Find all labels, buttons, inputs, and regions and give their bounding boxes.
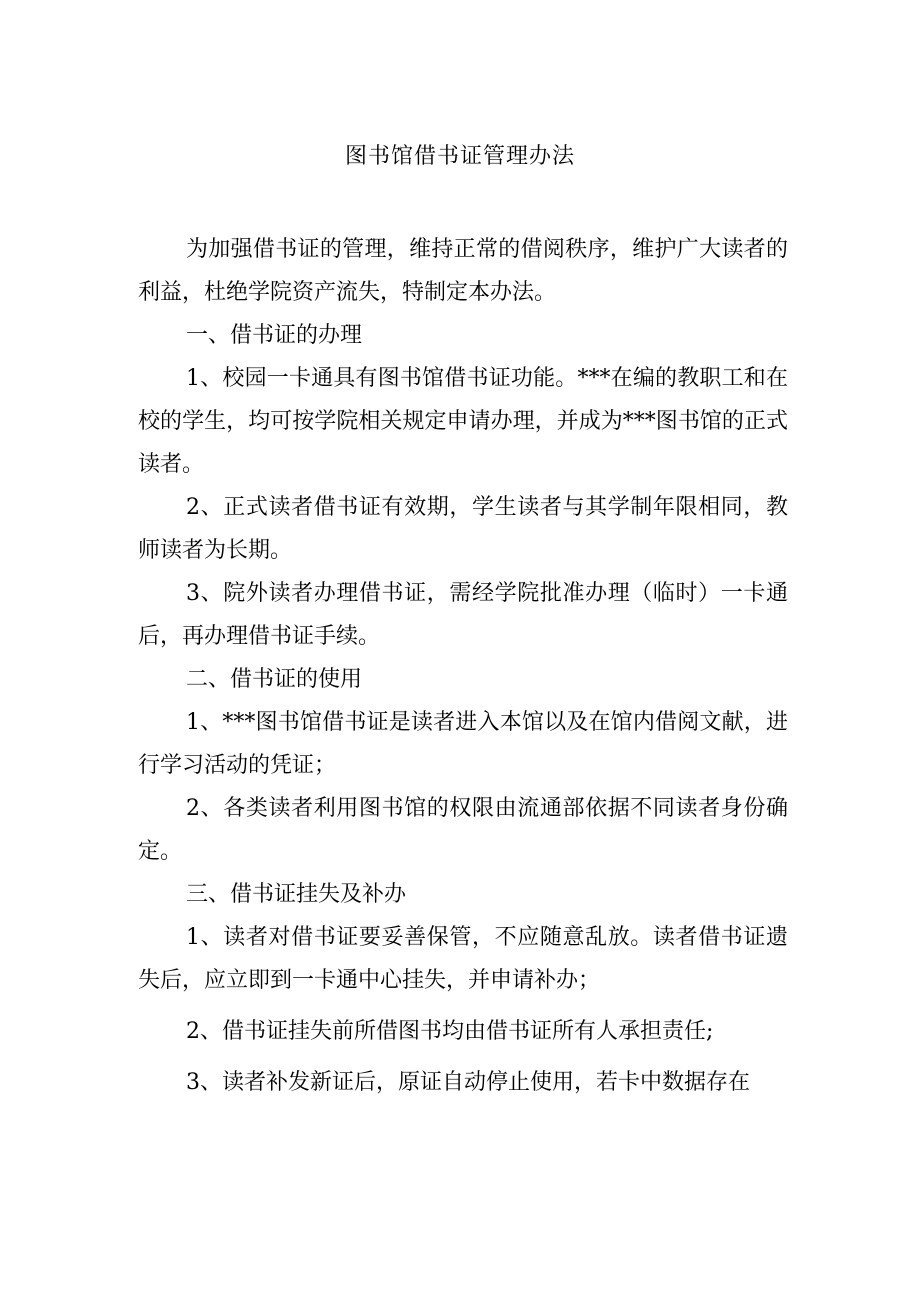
document-body <box>138 228 788 1104</box>
section-3-item-1: 1、读者对借书证要妥善保管，不应随意乱放。读者借书证遗失后，应立即到一卡通中心挂失，并申请补办； <box>138 925 788 993</box>
document-title: 图书馆借书证管理办法 <box>344 144 575 169</box>
section-3-item-3: 3、读者补发新证后，原证自动停止使用，若卡中数据存在 <box>186 1070 750 1095</box>
section-2-item-1: 1、***图书馆借书证是读者进入本馆以及在馆内借阅文献，进行学习活动的凭证； <box>138 710 788 778</box>
intro-paragraph: 为加强借书证的管理，维持正常的借阅秩序，维护广大读者的利益，杜绝学院资产流失，特制定本办法。 <box>138 237 788 305</box>
section-heading-3: 三、借书证挂失及补办 <box>186 882 407 907</box>
section-1-item-3: 3、院外读者办理借书证，需经学院批准办理（临时）一卡通后，再办理借书证手续。 <box>138 581 788 649</box>
section-2-item-2: 2、各类读者利用图书馆的权限由流通部依据不同读者身份确定。 <box>138 796 788 864</box>
section-heading-2: 二、借书证的使用 <box>186 667 363 692</box>
section-3-item-2: 2、借书证挂失前所借图书均由借书证所有人承担责任; <box>186 1019 714 1044</box>
section-1-item-1: 1、校园一卡通具有图书馆借书证功能。***在编的教职工和在校的学生，均可按学院相关规定申请办理，并成为***图书馆的正式读者。 <box>138 366 788 477</box>
section-1-item-2: 2、正式读者借书证有效期，学生读者与其学制年限相同，教师读者为长期。 <box>138 495 788 563</box>
section-heading-1: 一、借书证的办理 <box>186 323 363 348</box>
